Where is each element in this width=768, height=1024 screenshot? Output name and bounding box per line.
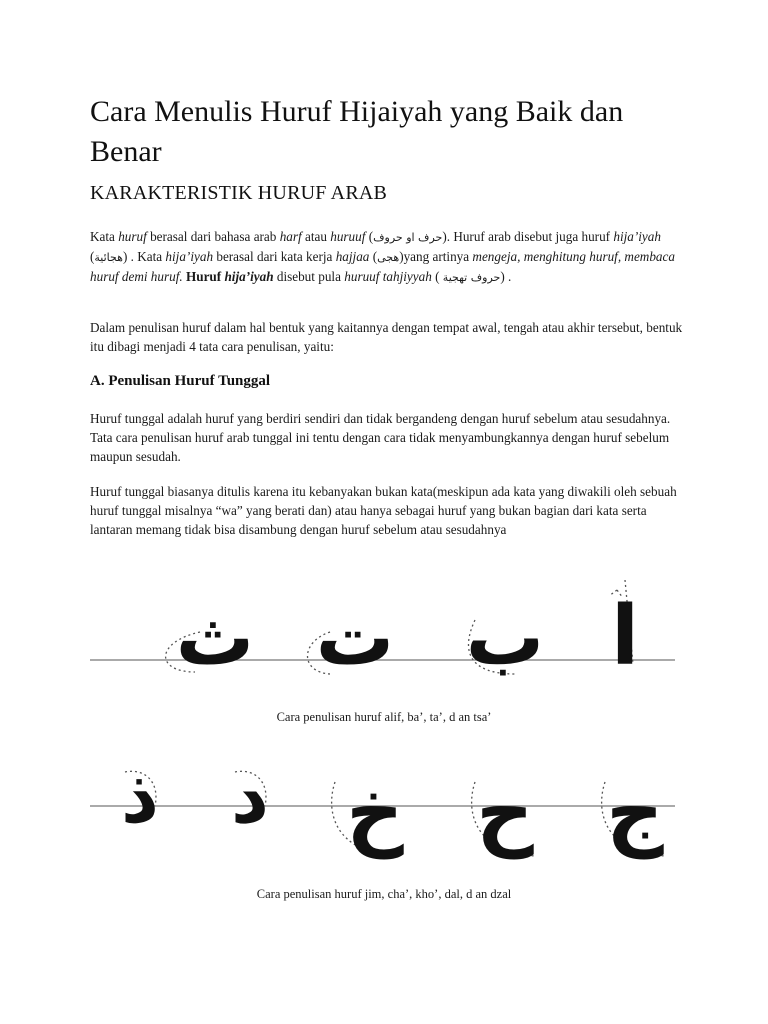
text: ( — [90, 249, 95, 264]
letter-ba: ب — [465, 593, 545, 682]
text: ( — [365, 229, 374, 244]
text: )yang artinya — [399, 249, 473, 264]
paragraph-penulisan: Dalam penulisan huruf dalam hal bentuk yang kaitannya dengan tempat awal, tengah atau akhir tersebut, bentuk itu dibagi menjadi 4 tata cara penulisan, yaitu: — [90, 320, 683, 354]
letter-dal: د — [231, 754, 269, 840]
paragraph-karakteristik — [90, 227, 690, 287]
term-huruuf: huruuf — [330, 229, 366, 244]
letter-tsa: ث — [175, 593, 255, 682]
figure-caption: Cara penulisan huruf jim, cha’, kho’, dal, d an dzal — [256, 887, 512, 901]
letter-ta: ت — [315, 593, 395, 682]
letter-dzal: ذ — [121, 754, 159, 840]
term-huruf: huruf — [118, 229, 147, 244]
arabic-text: هجى — [377, 251, 400, 264]
letter-alif: ا — [610, 589, 640, 682]
figure-alif-ba-ta-tsa — [85, 572, 685, 682]
term-harf: harf — [279, 229, 302, 244]
text: berasal dari bahasa arab — [146, 229, 280, 244]
figure-caption: Cara penulisan huruf alif, ba’, ta’, d an tsa’ — [276, 710, 492, 724]
page-title: Cara Menulis Huruf Hijaiyah yang Baik dan Benar — [90, 95, 624, 168]
arabic-text: هجائية — [94, 251, 123, 264]
letter-jim: ج — [606, 766, 664, 859]
term-mengeja: mengeja, menghitung huruf, membaca huruf demi huruf. — [90, 249, 675, 284]
text: berasal dari kata kerja — [213, 249, 336, 264]
text: ) . Kata — [122, 249, 166, 264]
text: ( — [369, 249, 378, 264]
bold-text: Huruf — [185, 269, 225, 284]
section-heading: KARAKTERISTIK HURUF ARAB — [90, 182, 388, 204]
letter-kho: خ — [346, 766, 404, 859]
term-hajjaa: hajjaa — [335, 249, 370, 264]
text: ). Huruf arab disebut juga huruf — [442, 229, 614, 244]
term-hijaiyah: hija’iyah — [165, 249, 214, 264]
letter-cha: ح — [476, 766, 534, 859]
figure-jim-cha-kho-dal-dzal — [85, 742, 685, 867]
text: ) . — [500, 269, 512, 284]
paragraph-huruf-tunggal-2: Huruf tunggal biasanya ditulis karena itu kebanyakan bukan kata(meskipun ada kata yang diwakili oleh sebuah huruf tunggal misalnya “wa” yang berati dan) atau hanya sebagai huruf yang bukan bagian dari kata serta lantaran memang tidak bisa disambung dengan huruf sebelum atau sesudahnya — [90, 484, 677, 537]
arabic-text: حروف تهجية — [442, 271, 501, 284]
text: disebut pula — [273, 269, 345, 284]
text: atau — [301, 229, 331, 244]
subheading-huruf-tunggal: A. Penulisan Huruf Tunggal — [90, 373, 271, 389]
text: ( — [431, 269, 443, 284]
text: Kata — [90, 229, 119, 244]
paragraph-huruf-tunggal: Huruf tunggal adalah huruf yang berdiri sendiri dan tidak bergandeng dengan huruf sebelum atau sesudahnya. Tata cara penulisan huruf arab tunggal ini tentu dengan cara tidak menyambungkannya dengan huruf sebelum maupun sesudah. — [90, 411, 671, 464]
term-hijaiyah: hija’iyah — [613, 229, 661, 244]
term-tahjiyyah: huruuf tahjiyyah — [344, 269, 432, 284]
arabic-text: حرف او حروف — [373, 231, 443, 244]
bold-italic-text: hija’iyah — [224, 269, 274, 284]
